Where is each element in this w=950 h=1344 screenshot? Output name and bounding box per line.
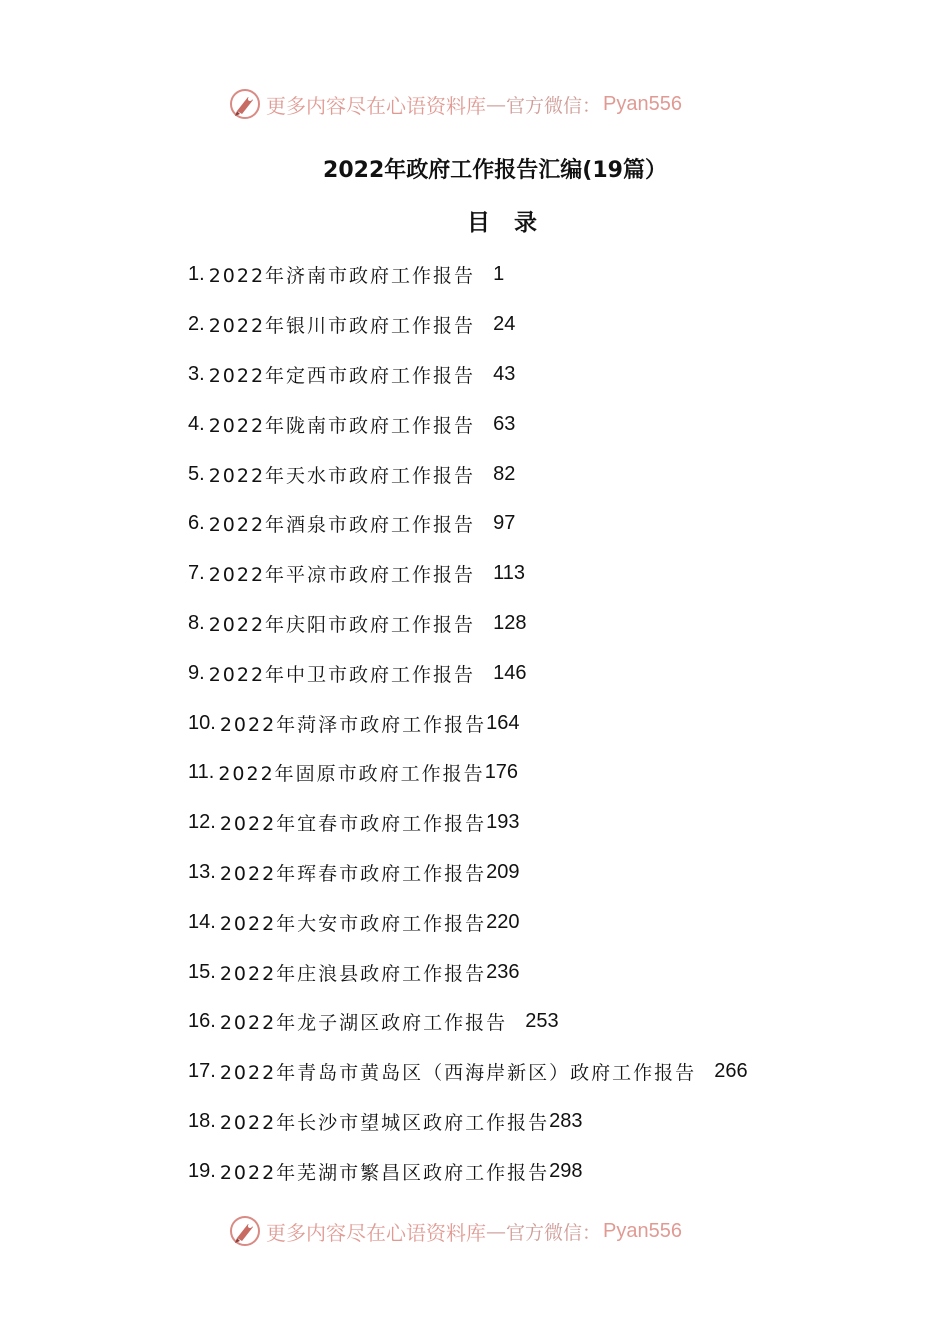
toc-item-title: 2022年大安市政府工作报告 <box>219 912 487 935</box>
toc-item-number: 1. <box>188 263 205 286</box>
pen-nib-logo-icon <box>228 1214 262 1248</box>
toc-item-number: 6. <box>188 512 205 535</box>
toc-item-page-number: 1 <box>493 263 505 286</box>
toc-item[interactable] <box>188 848 748 898</box>
toc-item-title: 2022年中卫市政府工作报告 <box>208 663 476 686</box>
toc-item[interactable] <box>188 997 748 1047</box>
toc-item-title: 2022年长沙市望城区政府工作报告 <box>219 1111 550 1134</box>
toc-item-title: 2022年宜春市政府工作报告 <box>219 813 487 836</box>
toc-item-page-number: 266 <box>714 1060 748 1083</box>
toc-item-number: 7. <box>188 562 205 585</box>
toc-item[interactable] <box>188 748 748 798</box>
toc-item-page-number: 128 <box>493 611 527 634</box>
watermark-wechat-id: Pyan556 <box>603 92 682 115</box>
pen-nib-logo-icon <box>228 87 262 121</box>
toc-item[interactable] <box>188 1146 748 1196</box>
toc-item-page-number: 97 <box>493 512 516 535</box>
toc-item[interactable] <box>188 549 748 599</box>
toc-item[interactable] <box>188 648 748 698</box>
toc-item-page-number: 283 <box>549 1109 583 1132</box>
watermark-wechat-id: Pyan556 <box>603 1219 682 1242</box>
watermark-dash: — <box>486 92 506 116</box>
watermark-footer <box>228 1211 682 1251</box>
toc-item[interactable] <box>188 250 748 300</box>
toc-item-page-number: 63 <box>493 412 516 435</box>
watermark-dash: — <box>486 1219 506 1243</box>
toc-item-title: 2022年菏泽市政府工作报告 <box>219 713 487 736</box>
toc-item-number: 13. <box>188 860 216 883</box>
toc-item-gap <box>475 662 493 684</box>
watermark-slogan: 更多内容尽在心语资料库 <box>266 93 486 118</box>
toc-item-page-number: 209 <box>486 860 520 883</box>
toc-item-title: 2022年青岛市黄岛区（西海岸新区）政府工作报告 <box>219 1062 697 1085</box>
toc-item[interactable] <box>188 698 748 748</box>
toc-item-title: 2022年平凉市政府工作报告 <box>208 564 476 587</box>
toc-item-gap <box>475 264 493 286</box>
toc-item-gap <box>696 1061 714 1083</box>
toc-item[interactable] <box>188 1097 748 1147</box>
toc-item-page-number: 298 <box>549 1159 583 1182</box>
toc-item-title: 2022年银川市政府工作报告 <box>208 315 476 338</box>
toc-item-number: 15. <box>188 960 216 983</box>
toc-item-title: 2022年济南市政府工作报告 <box>208 265 476 288</box>
toc-item-number: 10. <box>188 711 216 734</box>
toc-item-gap <box>475 463 493 485</box>
toc-item[interactable] <box>188 947 748 997</box>
toc-item-page-number: 164 <box>486 711 520 734</box>
toc-item-number: 2. <box>188 313 205 336</box>
toc-item[interactable] <box>188 1047 748 1097</box>
toc-item[interactable] <box>188 399 748 449</box>
toc-item-title: 2022年庆阳市政府工作报告 <box>208 613 476 636</box>
toc-item-gap <box>475 363 493 385</box>
toc-item-title: 2022年芜湖市繁昌区政府工作报告 <box>219 1161 550 1184</box>
watermark-wechat-label: 官方微信： <box>506 1221 602 1244</box>
toc-item-number: 19. <box>188 1159 216 1182</box>
watermark-slogan: 更多内容尽在心语资料库 <box>266 1220 486 1245</box>
toc-item-gap <box>475 563 493 585</box>
toc-item-number: 16. <box>188 1010 216 1033</box>
toc-item-page-number: 43 <box>493 362 516 385</box>
toc-item-title: 2022年天水市政府工作报告 <box>208 464 476 487</box>
toc-item-page-number: 176 <box>484 761 519 784</box>
toc-item[interactable] <box>188 499 748 549</box>
toc-item-title: 2022年珲春市政府工作报告 <box>219 862 487 885</box>
toc-heading: 目录 <box>467 210 561 236</box>
toc-item-number: 17. <box>188 1060 216 1083</box>
toc-item-page-number: 113 <box>493 562 526 585</box>
toc-item-page-number: 253 <box>525 1010 559 1033</box>
toc-item-title: 2022年酒泉市政府工作报告 <box>208 514 476 537</box>
toc-item-title: 2022年陇南市政府工作报告 <box>208 414 476 437</box>
toc-item-number: 5. <box>188 462 205 485</box>
toc-item-gap <box>475 513 493 535</box>
toc-list <box>188 250 748 1196</box>
toc-item-number: 14. <box>188 910 216 933</box>
toc-item-page-number: 220 <box>486 910 520 933</box>
toc-item-title: 2022年庄浪县政府工作报告 <box>219 962 487 985</box>
toc-item-page-number: 193 <box>486 811 520 834</box>
toc-item-number: 12. <box>188 811 216 834</box>
toc-item-number: 18. <box>188 1109 216 1132</box>
toc-item-page-number: 146 <box>493 661 527 684</box>
toc-item-page-number: 236 <box>486 960 520 983</box>
watermark-header <box>228 84 682 124</box>
toc-item-page-number: 82 <box>493 462 516 485</box>
toc-item-gap <box>507 1011 525 1033</box>
toc-item-number: 9. <box>188 661 205 684</box>
toc-item-title: 2022年龙子湖区政府工作报告 <box>219 1012 508 1035</box>
toc-item-title: 2022年固原市政府工作报告 <box>218 763 485 786</box>
toc-item[interactable] <box>188 449 748 499</box>
toc-item[interactable] <box>188 300 748 350</box>
toc-item-number: 3. <box>188 362 205 385</box>
toc-item-number: 11. <box>188 761 215 784</box>
toc-item-number: 4. <box>188 412 205 435</box>
toc-item-gap <box>475 612 493 634</box>
toc-item-title: 2022年定西市政府工作报告 <box>208 364 476 387</box>
toc-item[interactable] <box>188 350 748 400</box>
toc-item[interactable] <box>188 798 748 848</box>
toc-item-number: 8. <box>188 611 205 634</box>
toc-item-gap <box>475 413 493 435</box>
toc-item-gap <box>475 314 493 336</box>
toc-item[interactable] <box>188 599 748 649</box>
watermark-wechat-label: 官方微信： <box>506 94 602 117</box>
toc-item[interactable] <box>188 897 748 947</box>
document-title: 2022年政府工作报告汇编(19篇） <box>323 158 667 183</box>
toc-item-page-number: 24 <box>493 313 516 336</box>
